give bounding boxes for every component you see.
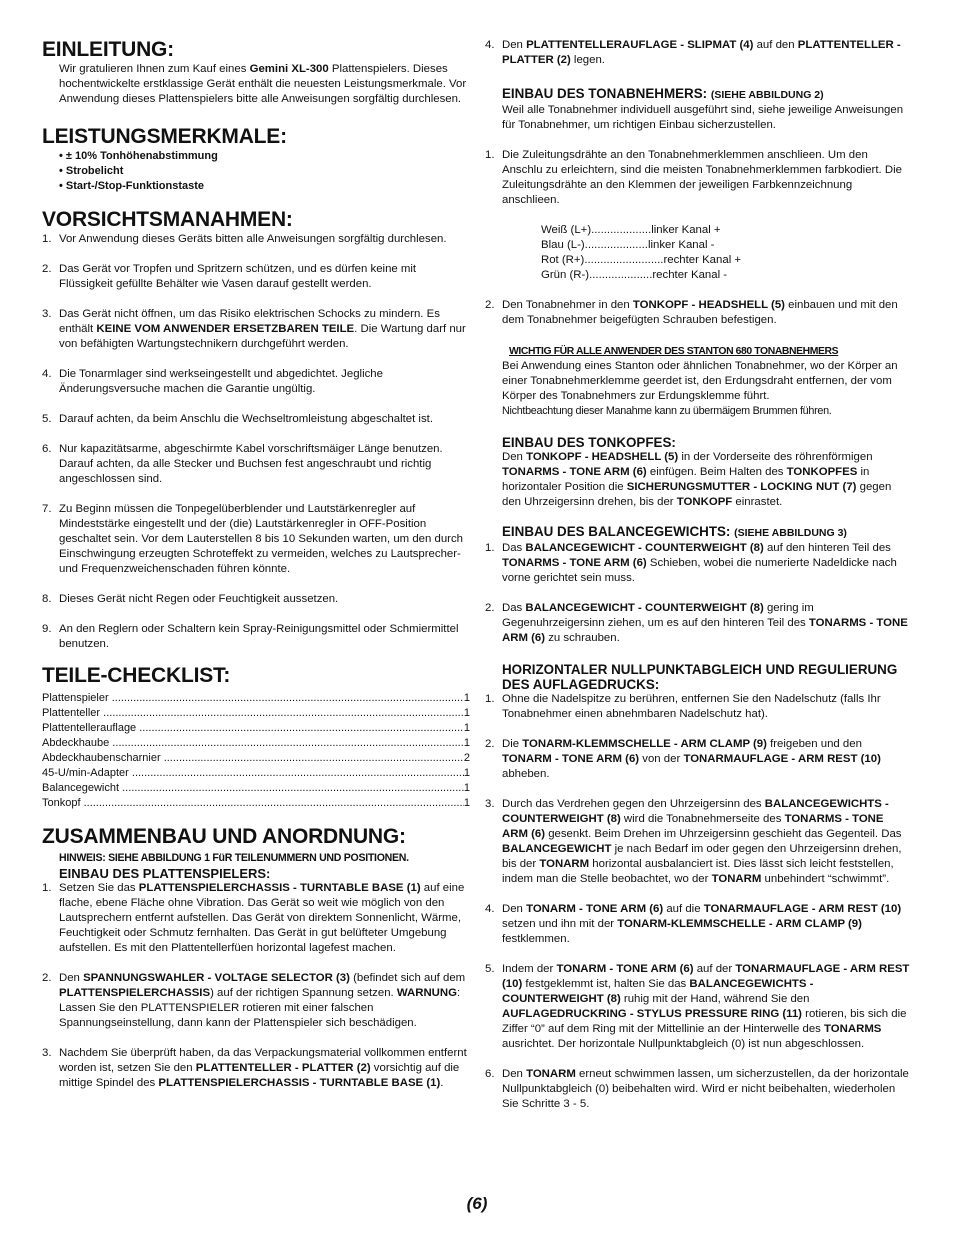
bold-term: TONARMS - TONE ARM (6): [502, 813, 884, 840]
checklist-row: [42, 796, 470, 811]
part-name: Plattenspieler .....: [42, 691, 464, 706]
item-number: 2.: [485, 299, 495, 311]
checklist-row: [42, 691, 470, 706]
part-quantity: 1: [463, 722, 470, 734]
bold-term: TONARMAUFLAGE - ARM REST (10): [502, 963, 910, 990]
item-number: 1.: [42, 233, 52, 245]
list-item: [485, 962, 910, 1052]
list-item: [42, 442, 470, 487]
list-item: [42, 502, 470, 577]
list-item: [42, 307, 470, 352]
list-item: [485, 541, 910, 586]
text-run: Die Zuleitungsdrähte an den Tonabnehmerklemmen anschlieen. Um den Anschlu zu erleichtern, sind die meisten Tonabnehmerklemmen farbkodiert. Die Zuleitungsdrähte an den Klemmen der jeweiligen Farbkennzeichnung anschlieen.: [502, 149, 902, 206]
text-run: . Die Wartung darf nur von befähigten Wartungstechnikern durchgeführt werden.: [59, 323, 466, 350]
bold-term: BALANCEGEWICHT: [502, 843, 612, 855]
tonabnehmer-intro: Weil alle Tonabnehmer individuell ausgeführt sind, siehe jeweilige Anweisungen für Tonabnehmer, um richtigen Einbau sicherzustellen.: [502, 104, 904, 131]
list-item: [42, 262, 470, 292]
text-run: Ohne die Nadelspitze zu berühren, entfernen Sie den Nadelschutz (falls Ihr Tonabnehmer einen abnehmbaren Nadelschutz hat).: [502, 693, 881, 720]
text-run: Nachdem Sie überprüft haben, da das Verpackungsmaterial vollkommen entfernt worden ist, setzen Sie den: [59, 1047, 467, 1074]
feature-item: • Strobelicht: [59, 164, 470, 179]
text-run: An den Reglern oder Schaltern kein Spray-Reinigungsmittel oder Schmiermittel benutzen.: [59, 623, 459, 650]
bold-term: TONARMAUFLAGE - ARM REST (10): [703, 903, 902, 915]
item-number: 3.: [42, 1047, 52, 1059]
wiring-row: Rot (R+).........................rechter Kanal +: [541, 254, 742, 266]
text-run: freigeben und den: [766, 738, 862, 750]
item-number: 7.: [42, 503, 52, 515]
einleitung-heading: EINLEITUNG:: [42, 38, 174, 61]
list-item: [42, 412, 470, 427]
bold-term: PLATTENTELLERAUFLAGE - SLIPMAT (4): [526, 39, 754, 51]
part-name: Balancegewicht .....: [42, 781, 464, 796]
einbau-tonkopf-heading: EINBAU DES TONKOPFES:: [502, 435, 676, 450]
wiring-table: [485, 223, 910, 283]
text-run: Wir gratulieren Ihnen zum Kauf eines: [59, 63, 250, 75]
text-run: gering im Gegenuhrzeigersinn ziehen, um es auf den hinteren Teil des: [502, 602, 814, 629]
text-run: Den: [59, 972, 84, 984]
text-run: (befindet sich auf dem: [349, 972, 466, 984]
list-item: [485, 737, 910, 782]
item-number: 1.: [42, 882, 52, 894]
item-number: 8.: [42, 593, 52, 605]
text-run: ausrichtet. Der horizontale Nullpunktabgleich (0) ist nun abgeschlossen.: [502, 1038, 865, 1050]
item-number: 1.: [485, 542, 495, 554]
stanton-warning-title: WICHTIG FÜR ALLE ANWENDER DES STANTON 680 TONABNEHMERS: [509, 346, 839, 357]
text-run: auf die: [663, 903, 704, 915]
checklist-row: [42, 736, 470, 751]
list-item: [485, 148, 910, 208]
checklist-row: [42, 781, 470, 796]
text-run: Vor Anwendung dieses Geräts bitten alle Anweisungen sorgfältig durchlesen.: [59, 233, 447, 245]
precaution-list: [42, 232, 470, 652]
text-run: Nur kapazitätsarme, abgeschirmte Kabel vorschriftsmäiger Länge benutzen. Darauf achten, da alle Stecker und Buchsen fest angeschraubt und richtig angeschlossen sind.: [59, 443, 443, 485]
text-run: Darauf achten, da beim Anschlu die Wechseltromleistung abgeschaltet ist.: [59, 413, 433, 425]
item-number: 5.: [485, 963, 495, 975]
bold-term: BALANCEGEWICHTS - COUNTERWEIGHT (8): [502, 798, 889, 825]
text-run: einfügen. Beim Halten des: [646, 466, 787, 478]
part-quantity: 1: [463, 797, 470, 809]
item-number: 1.: [485, 693, 495, 705]
leistungsmerkmale-heading: LEISTUNGSMERKMALE:: [42, 125, 287, 148]
einleitung-text: [42, 62, 470, 107]
text-run: Den: [502, 39, 527, 51]
list-item: [42, 971, 470, 1031]
text-run: Schieben, wobei die numerierte Nadeldicke nach vorne gerichtet sein muss.: [502, 557, 897, 584]
page-number: (6): [466, 1194, 488, 1213]
text-run: von der: [639, 753, 684, 765]
text-run: horizontal ausbalanciert ist. Dies lässt sich leicht feststellen, indem man die Stelle beobachtet, wo der: [502, 858, 894, 885]
bold-term: TONARM: [711, 873, 762, 885]
item-number: 4.: [42, 368, 52, 380]
item-number: 2.: [42, 263, 52, 275]
bold-term: BALANCEGEWICHT - COUNTERWEIGHT (8): [525, 602, 764, 614]
einbau-tonabnehmer-heading: EINBAU DES TONABNEHMERS: (SIEHE ABBILDUNG 2): [502, 86, 824, 101]
text-run: abheben.: [502, 768, 550, 780]
bold-term: TONARMS - TONE ARM (6): [502, 466, 647, 478]
part-quantity: 1: [463, 707, 470, 719]
text-run: Den: [502, 1068, 527, 1080]
text-run: gegen den Uhrzeigersinn drehen, bis der: [502, 481, 892, 508]
wiring-row: Grün (R-)....................rechter Kanal -: [541, 269, 728, 281]
list-item: [42, 592, 470, 607]
bold-term: TONARMS: [824, 1023, 882, 1035]
slipmat-step: [485, 38, 910, 68]
part-name: Tonkopf .....: [42, 796, 464, 811]
text-run: Zu Beginn müssen die Tonpegelüberblender und Lautstärkenregler auf Mindeststärke eingestellt und der (die) Lautstärkenregler in OFF-Position geschaltet sein. Vor dem Lauterstellen 8 bis 10 Sekunden warten, um den durch Einschwingung erzeugten Schroteffekt zu vermeiden, welches zu Lautsprecher- und Frequenzweichenschaden führen könnte.: [59, 503, 463, 575]
bold-term: TONKOPF - HEADSHELL (5): [526, 451, 679, 463]
bold-term: TONARM: [526, 1068, 576, 1080]
parts-checklist: [42, 691, 470, 811]
bold-term: TONARM-KLEMMSCHELLE - ARM CLAMP (9): [617, 918, 862, 930]
text-run: Das: [502, 602, 526, 614]
bold-term: TONARMAUFLAGE - ARM REST (10): [683, 753, 881, 765]
checklist-row: [42, 766, 470, 781]
bold-term: TONARM - TONE ARM (6): [526, 903, 664, 915]
text-run: je nach Bedarf im oder gegen den Uhrzeigersinn drehen, bis der: [502, 843, 902, 870]
text-run: vorsichtig auf die mittige Spindel des: [59, 1062, 460, 1089]
item-number: 2.: [485, 738, 495, 750]
text-run: in der Vorderseite des röhrenförmigen: [678, 451, 873, 463]
feature-item: • Start-/Stop-Funktionstaste: [59, 179, 470, 194]
item-number: 6.: [485, 1068, 495, 1080]
bold-term: PLATTENSPIELERCHASSIS: [59, 987, 211, 999]
item-number: 1.: [485, 149, 495, 161]
list-item: [485, 902, 910, 947]
right-column: [485, 38, 910, 1112]
cartridge-step-1: [485, 148, 910, 208]
item-number: 2.: [485, 602, 495, 614]
wiring-row: Weiß (L+)...................linker Kanal +: [541, 224, 721, 236]
text-run: erneut schwimmen lassen, um sicherzustellen, da der horizontale Nullpunktabgleich (0) beibehalten wird. Wird er nicht beibehalten, wiederholen Sie Schritte 3 - 5.: [502, 1068, 909, 1110]
list-item: [485, 38, 910, 68]
item-number: 6.: [42, 443, 52, 455]
bold-term: TONARM: [539, 858, 590, 870]
text-run: legen.: [570, 54, 605, 66]
item-number: 2.: [42, 972, 52, 984]
einbau-plattenspieler-heading: EINBAU DES PLATTENSPIELERS:: [59, 866, 271, 881]
list-item: [42, 367, 470, 397]
list-item: [42, 1046, 470, 1091]
cartridge-step-2: [485, 298, 910, 328]
bold-term: BALANCEGEWICHT - COUNTERWEIGHT (8): [525, 542, 764, 554]
counterweight-list: [485, 541, 910, 646]
bold-term: BALANCEGEWICHTS - COUNTERWEIGHT (8): [502, 978, 814, 1005]
text-run: ruhig mit der Hand, während Sie den: [620, 993, 810, 1005]
checklist-row: [42, 721, 470, 736]
text-run: zu schrauben.: [545, 632, 620, 644]
text-run: festklemmen.: [502, 933, 570, 945]
item-number: 9.: [42, 623, 52, 635]
left-column: [42, 38, 470, 1091]
text-run: Das Gerät vor Tropfen und Spritzern schützen, und es dürfen keine mit Flüssigkeit gefüllte Behälter wie Vasen darauf gestellt werden.: [59, 263, 417, 290]
text-run: ) auf der richtigen Spannung setzen.: [210, 987, 397, 999]
stanton-warning-fine: Nichtbeachtung dieser Manahme kann zu übermäigem Brummen führen.: [502, 405, 832, 417]
bold-term: AUFLAGEDRUCKRING - STYLUS PRESSURE RING (11): [502, 1008, 802, 1020]
text-run: Den: [502, 451, 527, 463]
part-quantity: 2: [463, 752, 470, 764]
bold-term: TONKOPF: [676, 496, 733, 508]
bold-term: TONKOPF - HEADSHELL (5): [632, 299, 785, 311]
text-run: auf den: [753, 39, 798, 51]
text-run: festgeklemmt ist, halten Sie das: [522, 978, 690, 990]
item-number: 3.: [42, 308, 52, 320]
part-name: Plattentellerauflage .....: [42, 721, 464, 736]
wiring-row: Blau (L-)....................linker Kanal -: [541, 239, 715, 251]
bold-term: PLATTENTELLER - PLATTER (2): [502, 39, 901, 66]
text-run: Dieses Gerät nicht Regen oder Feuchtigkeit aussetzen.: [59, 593, 339, 605]
checklist-row: [42, 751, 470, 766]
feature-item: • ± 10% Tonhöhenabstimmung: [59, 149, 470, 164]
list-item: [485, 601, 910, 646]
item-number: 4.: [485, 903, 495, 915]
text-run: Indem der: [502, 963, 557, 975]
text-run: wird die Tonabnehmerseite des: [620, 813, 785, 825]
text-run: rotieren, bis sich die Ziffer “0” auf dem Ring mit der Mittellinie an der Hinterwelle des: [502, 1008, 907, 1035]
tonkopf-text: [485, 450, 910, 510]
part-name: 45-U/min-Adapter .....: [42, 766, 464, 781]
list-item: [42, 881, 470, 956]
text-run: auf eine flache, ebene Fläche ohne Vibration. Das Gerät so weit wie möglich von den Lautsprechern entfernt aufstellen. Das Gerät von direktem Sonnenlicht, Wärme, Feuchtigkeit oder Schmutz fernhalten. Das Gerät in gut belüfteter Umgebung aufstellen. Es mit den Plattentellerfüen horizontal lagefest machen.: [59, 882, 465, 954]
zusammenbau-heading: ZUSAMMENBAU UND ANORDNUNG:: [42, 825, 406, 848]
bold-term: SICHERUNGSMUTTER - LOCKING NUT (7): [626, 481, 857, 493]
turntable-setup-list: [42, 881, 470, 1091]
bold-term: PLATTENTELLER - PLATTER (2): [195, 1062, 371, 1074]
text-run: auf der: [693, 963, 736, 975]
part-quantity: 1: [463, 737, 470, 749]
text-run: Das: [502, 542, 526, 554]
part-quantity: 1: [463, 767, 470, 779]
teile-heading: TEILE-CHECKLIST:: [42, 664, 231, 687]
text-run: Die: [502, 738, 523, 750]
text-run: gesenkt. Beim Drehen im Uhrzeigersinn geschieht das Gegenteil. Das: [545, 828, 902, 840]
list-item: [485, 298, 910, 328]
bold-term: TONARM - TONE ARM (6): [502, 753, 640, 765]
text-run: unbehindert “schwimmt”.: [761, 873, 890, 885]
text-run: Den Tonabnehmer in den: [502, 299, 633, 311]
list-item: [42, 622, 470, 652]
bold-term: SPANNUNGSWAHLER - VOLTAGE SELECTOR (3): [83, 972, 350, 984]
text-run: Den: [502, 903, 527, 915]
text-run: .: [440, 1077, 444, 1089]
nullpunktabgleich-heading: HORIZONTALER NULLPUNKTABGLEICH UND REGULIERUNG DES AUFLAGEDRUCKS:: [502, 662, 898, 692]
text-run: Setzen Sie das: [59, 882, 139, 894]
bold-term: PLATTENSPIELERCHASSIS - TURNTABLE BASE (1): [138, 882, 421, 894]
text-run: auf den hinteren Teil des: [763, 542, 891, 554]
part-name: Abdeckhaube .....: [42, 736, 464, 751]
text-run: einbauen und mit den dem Tonabnehmer beigefügten Schrauben befestigen.: [502, 299, 898, 326]
part-quantity: 1: [463, 782, 470, 794]
vorsicht-heading: VORSICHTSMANAHMEN:: [42, 208, 293, 231]
item-number: 4.: [485, 39, 495, 51]
text-run: : Lassen Sie den PLATTENSPIELER rotieren mit einer falschen Spannungseinstellung, dann kann der Plattenspieler sich beschädigen.: [59, 987, 461, 1029]
einbau-balancegewicht-heading: EINBAU DES BALANCEGEWICHTS: (SIEHE ABBILDUNG 3): [502, 524, 847, 539]
text-run: Die Tonarmlager sind werkseingestellt und abgedichtet. Jegliche Änderungsversuche machen die Garantie ungültig.: [59, 368, 383, 395]
list-item: [485, 1067, 910, 1112]
feature-list: [42, 149, 470, 194]
list-item: [485, 797, 910, 887]
figure-note: HINWEIS: SIEHE ABBILDUNG 1 FüR TEILENUMMERN UND POSITIONEN.: [59, 852, 409, 864]
stanton-warning-text: Bei Anwendung eines Stanton oder ähnlichen Tonabnehmer, wo der Körper an einer Tonabnehmerklemme geerdet ist, den Erdungsdraht entfernen, der vom Körper des Tonabnehmers zur Erdungsklemme führt.: [502, 360, 898, 402]
checklist-row: [42, 706, 470, 721]
bold-term: TONKOPFES: [786, 466, 858, 478]
bold-term: KEINE VOM ANWENDER ERSETZBAREN TEILE: [96, 323, 355, 335]
bold-term: PLATTENSPIELERCHASSIS - TURNTABLE BASE (1): [158, 1077, 441, 1089]
zero-balance-list: [485, 692, 910, 1112]
text-run: Das Gerät nicht öffnen, um das Risiko elektrischen Schocks zu mindern. Es enthält: [59, 308, 440, 335]
bold-term: TONARMS - TONE ARM (6): [502, 617, 908, 644]
part-name: Plattenteller .....: [42, 706, 464, 721]
list-item: [42, 232, 470, 247]
part-quantity: 1: [463, 692, 470, 704]
bold-term: Gemini XL-300: [249, 63, 329, 75]
bold-term: WARNUNG: [396, 987, 457, 999]
item-number: 5.: [42, 413, 52, 425]
text-run: Plattenspielers. Dieses hochentwickelte erstklassige Gerät enthält die neuesten Leistungsmerkmale. Vor Anwendung dieses Plattenspielers bitte alle Anweisungen sorgfältig durchlesen.: [59, 63, 467, 105]
text-run: setzen und ihn mit der: [502, 918, 618, 930]
bold-term: TONARM-KLEMMSCHELLE - ARM CLAMP (9): [522, 738, 767, 750]
list-item: [485, 692, 910, 722]
text-run: Durch das Verdrehen gegen den Uhrzeigersinn des: [502, 798, 765, 810]
part-name: Abdeckhaubenscharnier .....: [42, 751, 464, 766]
bold-term: TONARM - TONE ARM (6): [556, 963, 694, 975]
text-run: einrastet.: [732, 496, 783, 508]
bold-term: TONARMS - TONE ARM (6): [502, 557, 647, 569]
item-number: 3.: [485, 798, 495, 810]
text-run: in horizontaler Position die: [502, 466, 870, 493]
